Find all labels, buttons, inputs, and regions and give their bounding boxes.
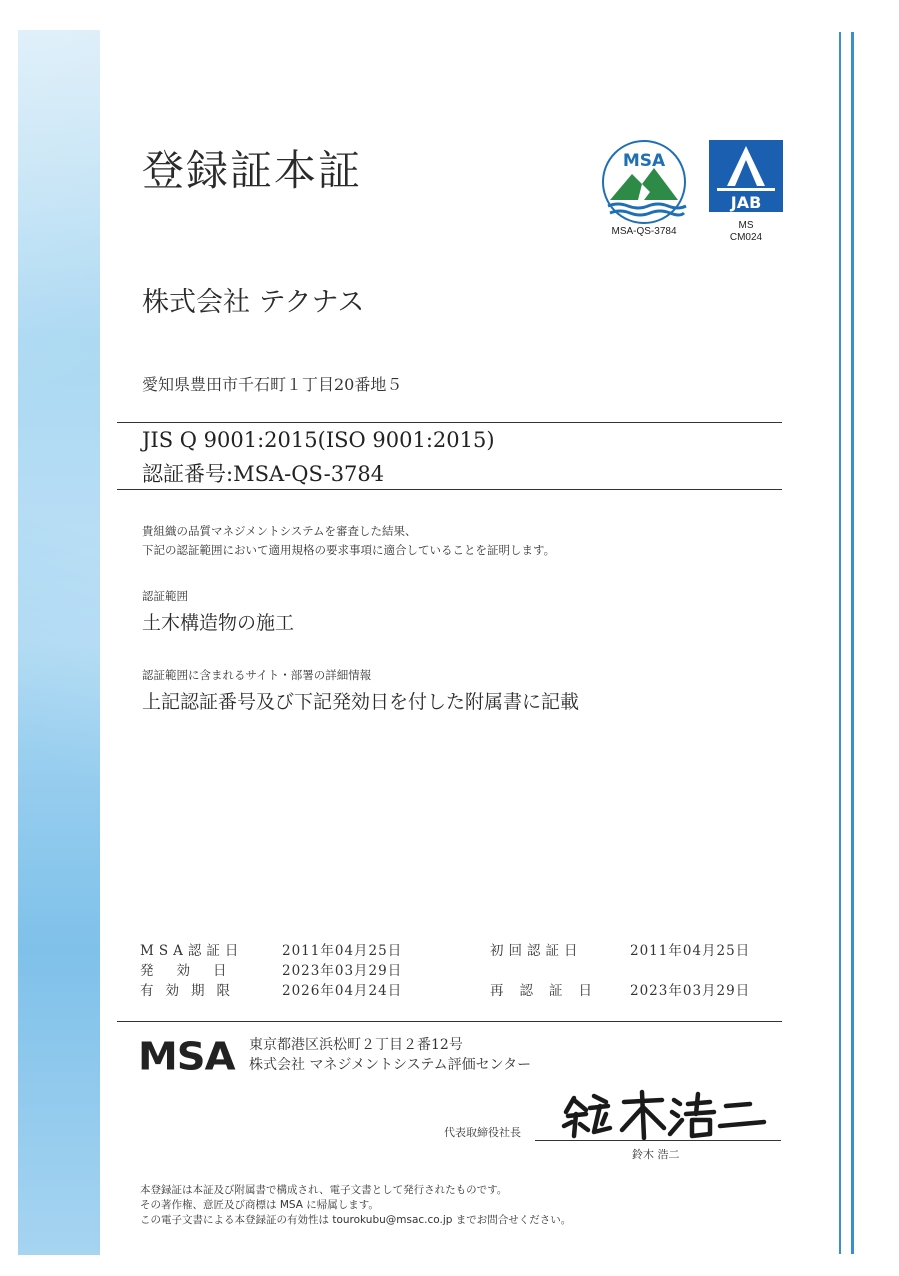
footnote-line-1: 本登録証は本証及び附属書で構成され、電子文書として発行されたものです。: [140, 1184, 508, 1196]
msa-badge-text: MSA: [622, 151, 666, 171]
scope-value: 土木構造物の施工: [142, 612, 295, 634]
jab-caption-line1: MS: [738, 220, 754, 231]
signature-line: [535, 1140, 781, 1141]
signature: [560, 1088, 770, 1146]
jab-caption-line2: CM024: [729, 232, 763, 243]
certificate-title: 登録証本証: [142, 146, 363, 195]
statement-line-1: 貴組織の品質マネジメントシステムを審査した結果、: [142, 524, 417, 538]
jab-text: JAB: [730, 193, 762, 212]
expiry-date-label: 有効期限: [140, 983, 242, 999]
representative-title: 代表取締役社長: [444, 1126, 521, 1139]
certification-number: 認証番号:MSA-QS-3784: [142, 462, 385, 486]
divider-top: [117, 422, 782, 423]
jab-caption: [709, 220, 783, 244]
msa-logo-caption: MSA-QS-3784: [611, 226, 677, 237]
expiry-date-value: 2026年04月24日: [282, 983, 403, 999]
statement-line-2: 下記の認証範囲において適用規格の要求事項に適合していることを証明します。: [142, 543, 556, 557]
scope-label: 認証範囲: [142, 589, 188, 603]
representative-name: 鈴木 浩二: [632, 1148, 680, 1161]
recert-date-value: 2023年03月29日: [630, 983, 751, 999]
msa-badge-icon: [598, 140, 690, 224]
jab-accreditation-logo: [709, 140, 783, 244]
signature-icon: [560, 1088, 770, 1142]
msa-wordmark-logo: MSA: [138, 1035, 235, 1079]
effective-date-value: 2023年03月29日: [282, 963, 403, 979]
decorative-side-band: [18, 30, 100, 1255]
issuer-address: 東京都港区浜松町２丁目２番12号: [249, 1037, 463, 1053]
border-line-outer: [851, 32, 854, 1254]
recert-date-label: 再認証日: [490, 983, 608, 999]
initial-cert-date-value: 2011年04月25日: [630, 943, 751, 959]
msa-cert-date-value: 2011年04月25日: [282, 943, 403, 959]
initial-cert-date-label: 初回認証日: [490, 943, 583, 959]
msa-cert-date-label: MSA認証日: [140, 943, 244, 959]
divider-middle: [117, 489, 782, 490]
footnote-line-2: その著作権、意匠及び商標は MSA に帰属します。: [140, 1199, 379, 1211]
msa-accreditation-logo: [598, 140, 690, 237]
border-line-inner: [839, 32, 841, 1254]
company-address: 愛知県豊田市千石町１丁目20番地５: [142, 375, 403, 394]
issuer-name: 株式会社 マネジメントシステム評価センター: [249, 1057, 532, 1073]
sites-label: 認証範囲に含まれるサイト・部署の詳細情報: [142, 668, 372, 682]
sites-value: 上記認証番号及び下記発効日を付した附属書に記載: [142, 691, 580, 713]
divider-bottom: [117, 1021, 782, 1022]
footnote-line-3: この電子文書による本登録証の有効性は tourokubu@msac.co.jp までお問合せください。: [140, 1214, 572, 1226]
company-name: 株式会社 テクナス: [142, 287, 365, 318]
standard-text: JIS Q 9001:2015(ISO 9001:2015): [142, 428, 495, 452]
jab-mark-icon: [709, 140, 783, 212]
effective-date-label: 発効日: [140, 963, 250, 979]
